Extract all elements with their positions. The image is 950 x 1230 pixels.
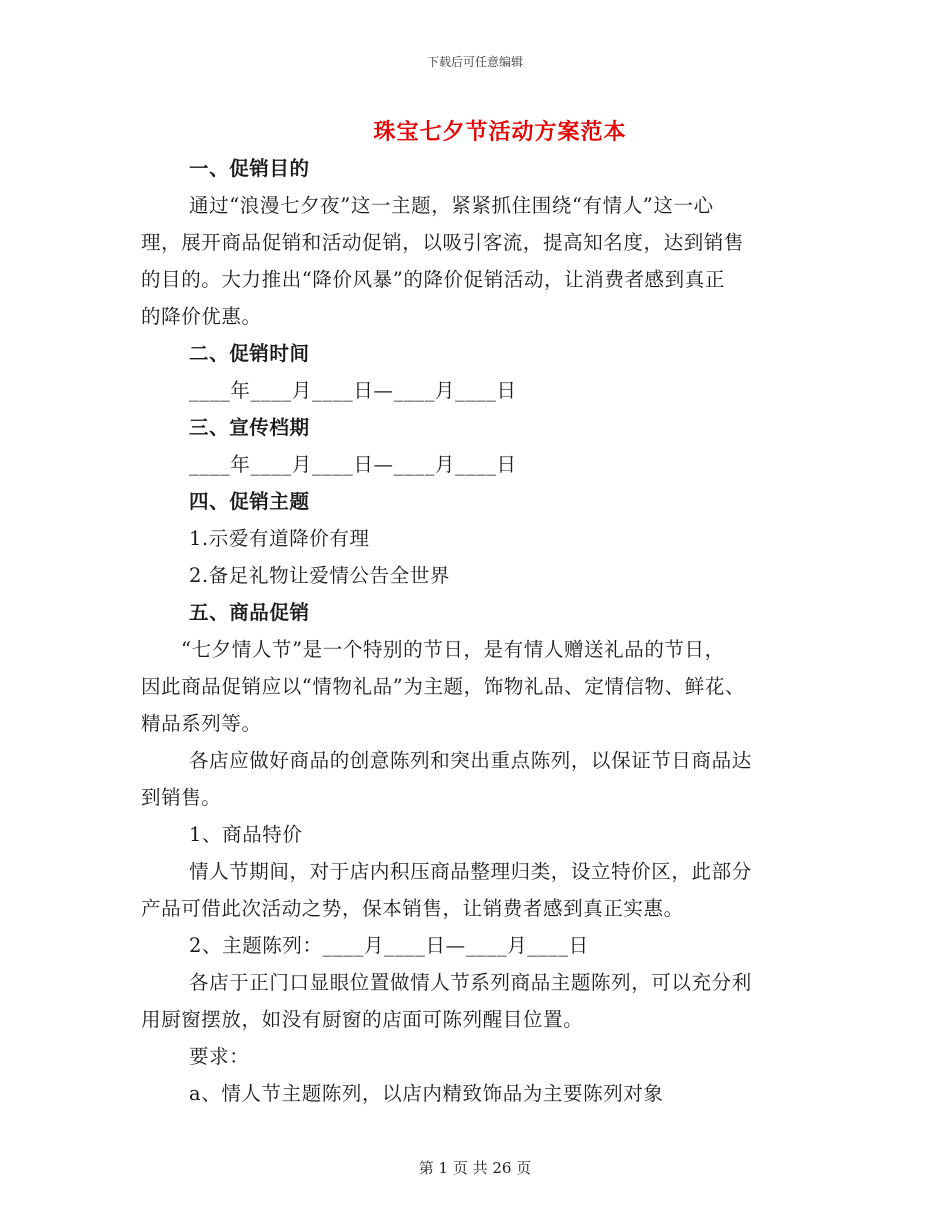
date-range-blank: ____年____月____日—____月____日 — [189, 379, 517, 402]
theme-item: 2.备足礼物让爱情公告全世界 — [189, 564, 451, 587]
subsection-heading: 2、主题陈列：____月____日—____月____日 — [189, 934, 589, 957]
paragraph-line: 通过“浪漫七夕夜”这一主题，紧紧抓住围绕“有情人”这一心 — [189, 194, 714, 217]
paragraph-line: 用厨窗摆放，如没有厨窗的店面可陈列醒目位置。 — [141, 1008, 584, 1031]
paragraph-line: 的降价优惠。 — [141, 305, 262, 328]
section-heading-products: 五、商品促销 — [189, 601, 310, 624]
paragraph-line: 理，展开商品促销和活动促销，以吸引客流，提高知名度，达到销售 — [141, 231, 745, 254]
paragraph-line: 的目的。大力推出“降价风暴”的降价促销活动，让消费者感到真正 — [141, 268, 725, 291]
section-heading-purpose: 一、促销目的 — [189, 157, 310, 180]
paragraph-line: 各店应做好商品的创意陈列和突出重点陈列，以保证节日商品达 — [189, 749, 752, 772]
requirement-item: a、情人节主题陈列，以店内精致饰品为主要陈列对象 — [189, 1082, 664, 1105]
paragraph-line: 产品可借此次活动之势，保本销售，让销费者感到真正实惠。 — [141, 897, 684, 920]
date-range-blank: ____年____月____日—____月____日 — [189, 453, 517, 476]
page-header-note: 下载后可任意编辑 — [426, 55, 523, 69]
section-heading-publicity: 三、宣传档期 — [189, 416, 310, 439]
section-heading-time: 二、促销时间 — [189, 342, 310, 365]
paragraph-line: 情人节期间，对于店内积压商品整理归类，设立特价区，此部分 — [189, 860, 752, 883]
requirements-label: 要求： — [189, 1045, 250, 1068]
document-title: 珠宝七夕节活动方案范本 — [373, 119, 627, 145]
paragraph-line: 精品系列等。 — [141, 712, 262, 735]
theme-item: 1.示爱有道降价有理 — [189, 527, 370, 550]
subsection-heading: 1、商品特价 — [189, 823, 303, 846]
document-body — [141, 150, 811, 1112]
paragraph-line: 各店于正门口显眼位置做情人节系列商品主题陈列，可以充分利 — [189, 971, 752, 994]
paragraph-line: “七夕情人节”是一个特别的节日，是有情人赠送礼品的节日， — [181, 638, 725, 661]
paragraph-line: 到销售。 — [141, 786, 222, 809]
page-footer: 第 1 页 共 26 页 — [418, 1159, 532, 1177]
section-heading-theme: 四、促销主题 — [189, 490, 310, 513]
paragraph-line: 因此商品促销应以“情物礼品”为主题，饰物礼品、定情信物、鲜花、 — [141, 675, 746, 698]
